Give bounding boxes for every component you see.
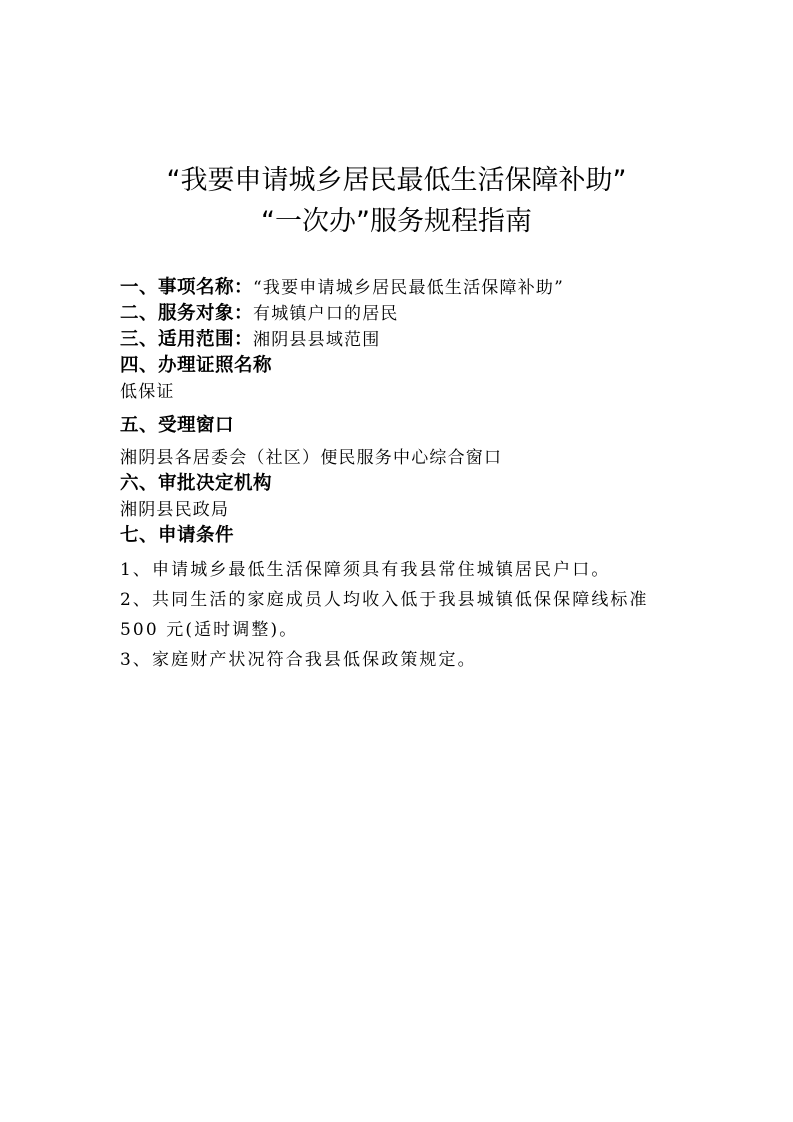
section-heading-conditions: 七、申请条件 bbox=[120, 525, 235, 546]
section-scope bbox=[120, 327, 740, 353]
condition-item-3: 3、家庭财产状况符合我县低保政策规定。 bbox=[120, 650, 477, 670]
section-value-scope: 湘阴县县域范围 bbox=[253, 330, 381, 350]
section-value-item-name: “我要申请城乡居民最低生活保障补助” bbox=[253, 278, 564, 298]
section-heading-item-name: 一、事项名称： bbox=[120, 277, 254, 298]
section-heading-authority: 六、审批决定机构 bbox=[120, 473, 273, 494]
condition-item-1: 1、申请城乡最低生活保障须具有我县常住城镇居民户口。 bbox=[120, 560, 611, 580]
section-heading-window: 五、受理窗口 bbox=[120, 415, 235, 436]
section-value-service-target: 有城镇户口的居民 bbox=[253, 304, 399, 324]
document-body bbox=[120, 275, 740, 675]
section-value-license: 低保证 bbox=[120, 382, 175, 402]
section-item-name bbox=[120, 275, 740, 301]
section-service-target bbox=[120, 301, 740, 327]
document-title-line-2: “一次办”服务规程指南 bbox=[261, 206, 532, 237]
section-value-window: 湘阴县各居委会（社区）便民服务中心综合窗口 bbox=[120, 448, 503, 468]
section-value-authority: 湘阴县民政局 bbox=[120, 500, 230, 520]
condition-item-2-continued: 500 元(适时调整)。 bbox=[120, 620, 299, 640]
document-title-line-1: “我要申请城乡居民最低生活保障补助” bbox=[166, 165, 627, 196]
condition-item-2: 2、共同生活的家庭成员人均收入低于我县城镇低保保障线标准 bbox=[120, 590, 649, 610]
section-heading-license: 四、办理证照名称 bbox=[120, 355, 273, 376]
section-heading-scope: 三、适用范围： bbox=[120, 329, 254, 350]
section-heading-service-target: 二、服务对象： bbox=[120, 303, 254, 324]
